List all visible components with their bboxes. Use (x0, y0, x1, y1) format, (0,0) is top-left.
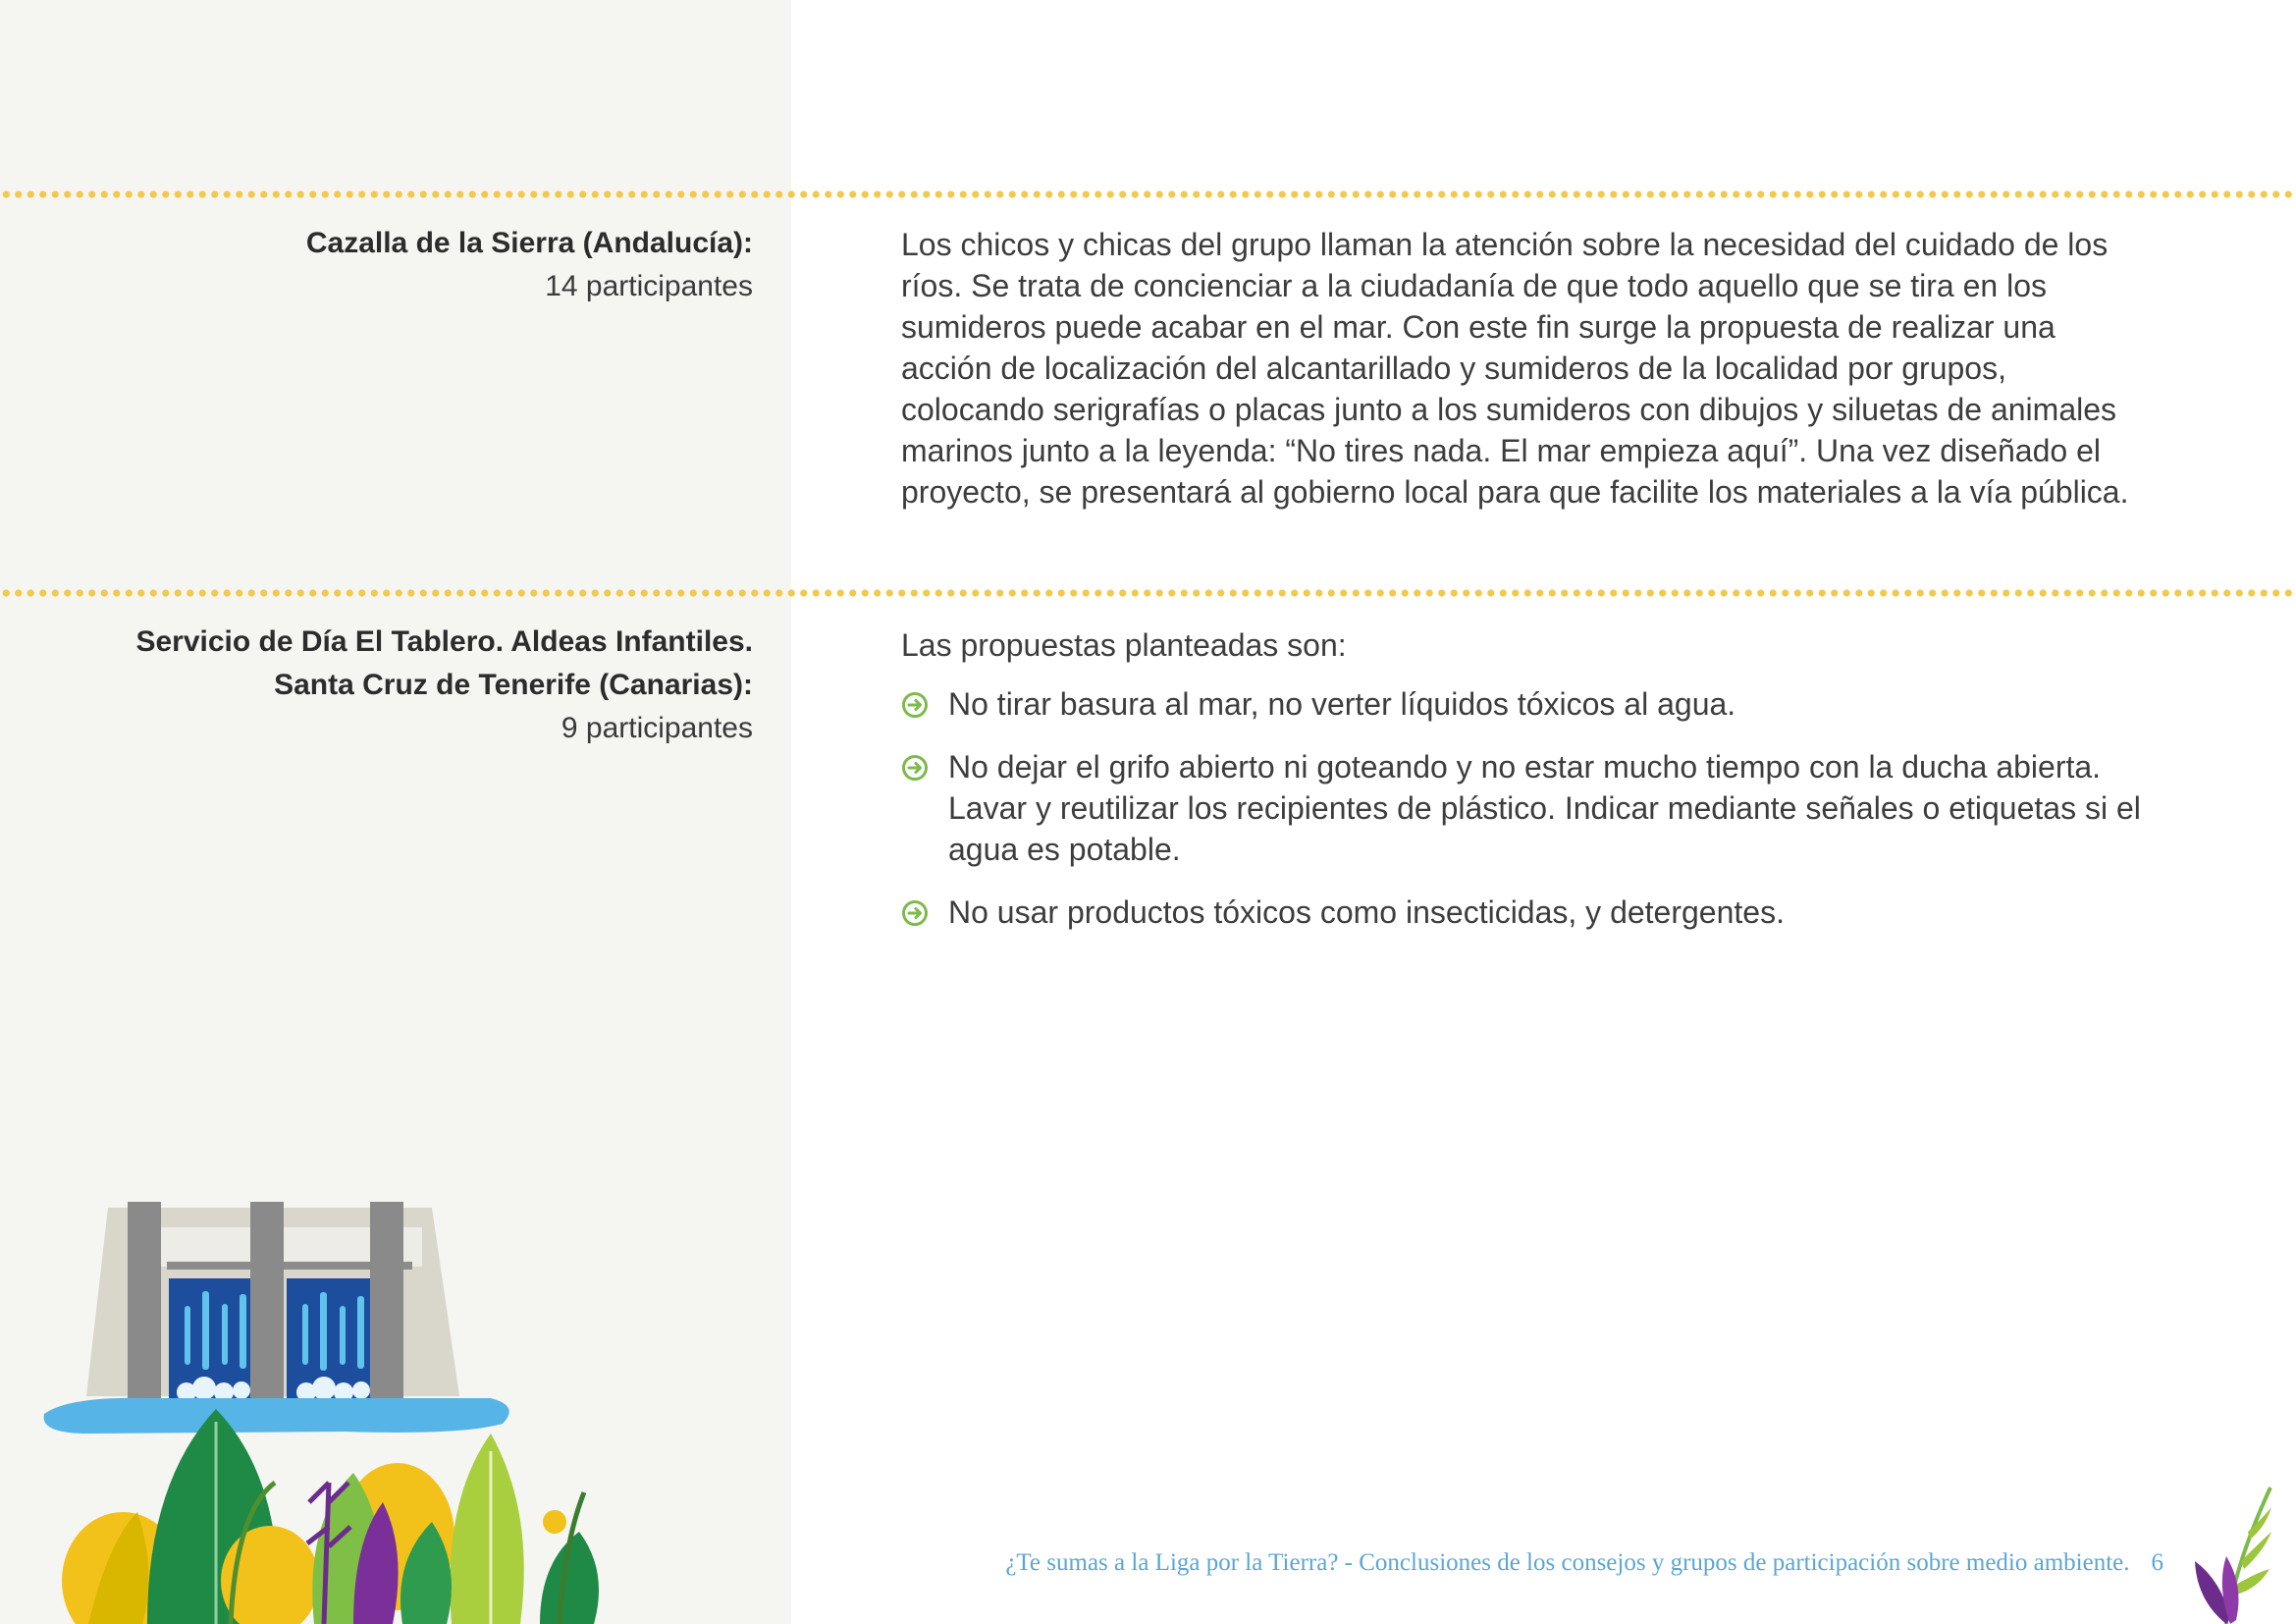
list-item (901, 683, 2167, 725)
arrow-circle-icon (901, 899, 929, 927)
bullet-text: No usar productos tóxicos como insecticidas, y detergentes. (948, 894, 1785, 930)
proposal-list (901, 683, 2167, 954)
bullet-text: No tirar basura al mar, no verter líquidos tóxicos al agua. (948, 686, 1736, 722)
arrow-circle-icon (901, 691, 929, 719)
section2-label (135, 621, 753, 750)
dam-with-plants-illustration (29, 1188, 717, 1624)
footer-text: ¿Te sumas a la Liga por la Tierra? - Conclusiones de los consejos y grupos de participación sobre medio ambiente. (1005, 1549, 2130, 1576)
dotted-separator-middle (0, 589, 2296, 597)
section2-place-line1: Servicio de Día El Tablero. Aldeas Infantiles. (135, 625, 753, 658)
arrow-circle-icon (901, 754, 929, 782)
section1-participants: 14 participantes (545, 270, 753, 302)
section2-place-line2: Santa Cruz de Tenerife (Canarias): (274, 669, 753, 701)
list-item (901, 892, 2167, 933)
page-footer (1005, 1549, 2163, 1577)
page-number: 6 (2151, 1549, 2163, 1576)
section1-place: Cazalla de la Sierra (Andalucía): (305, 227, 753, 259)
purple-sprig-icon (2187, 1483, 2275, 1624)
section2-participants: 9 participantes (561, 712, 753, 744)
list-item (901, 746, 2167, 870)
bullet-text: No dejar el grifo abierto ni goteando y no estar mucho tiempo con la ducha abierta. Lavar y reutilizar los recipientes de plástico. Indicar mediante señales o etiquetas si el agua es potable. (948, 749, 2141, 867)
dotted-separator-top (0, 190, 2296, 198)
section1-label (306, 222, 753, 308)
section1-text: Los chicos y chicas del grupo llaman la atención sobre la necesidad del cuidado de los ríos. Se trata de concienciar a la ciudadanía de que todo aquello que se tira en los sumideros puede acabar en el mar. Con este fin surge la propuesta de realizar una acción de localización del alcantarillado y sumideros de la localidad por grupos, colocando serigrafías o placas junto a los sumideros con dibujos y siluetas de animales marinos junto a la leyenda: “No tires nada. El mar empieza aquí”. Una vez diseñado el proyecto, se presentará al gobierno local para que facilite los materiales a la vía pública. (901, 227, 2129, 510)
section2-intro: Las propuestas planteadas son: (901, 627, 1347, 663)
